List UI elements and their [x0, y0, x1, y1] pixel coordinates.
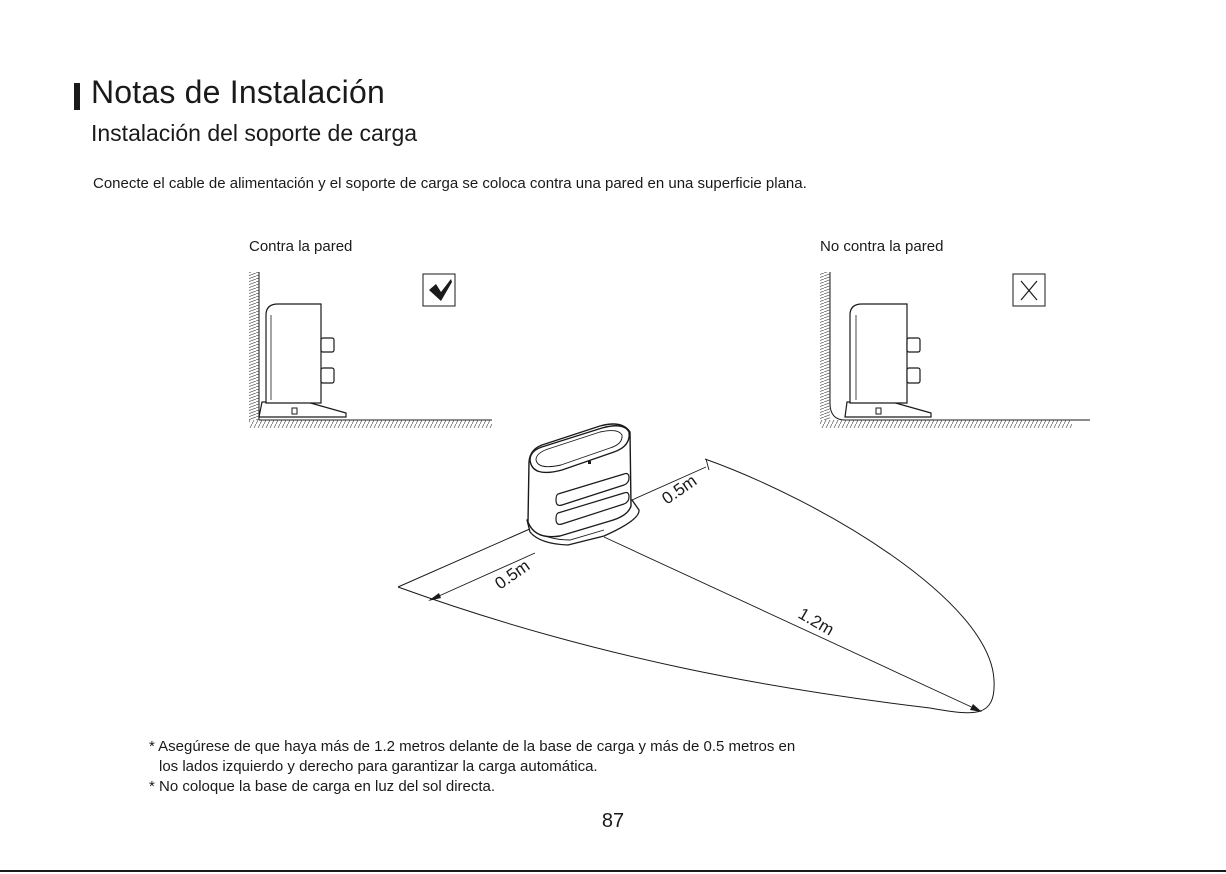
intro-text: Conecte el cable de alimentación y el soporte de carga se coloca contra una pared en una superficie plana. — [93, 175, 807, 192]
dim-label-front: 1.2m — [795, 604, 838, 640]
bottom-divider — [0, 870, 1226, 872]
dock-against-wall-diagram — [249, 272, 492, 428]
installation-notes — [149, 737, 795, 797]
note-sunlight: * No coloque la base de carga en luz del sol directa. — [149, 778, 496, 795]
incorrect-placement-label: No contra la pared — [820, 238, 944, 255]
dim-label-right: 0.5m — [658, 471, 701, 509]
page-number: 87 — [601, 810, 625, 832]
clearance-zone-diagram — [398, 459, 994, 713]
section-subtitle: Instalación del soporte de carga — [91, 120, 418, 146]
dock-not-against-wall-diagram — [820, 272, 1090, 428]
dim-label-left: 0.5m — [491, 556, 534, 594]
note-clearance-line2: los lados izquierdo y derecho para garantizar la carga automática. — [159, 758, 598, 775]
charging-dock-3d — [527, 424, 639, 545]
correct-placement-label: Contra la pared — [249, 238, 353, 255]
note-clearance-line1: * Asegúrese de que haya más de 1.2 metros delante de la base de carga y más de 0.5 metros en — [149, 738, 796, 755]
page-title: Notas de Instalación — [91, 74, 385, 110]
